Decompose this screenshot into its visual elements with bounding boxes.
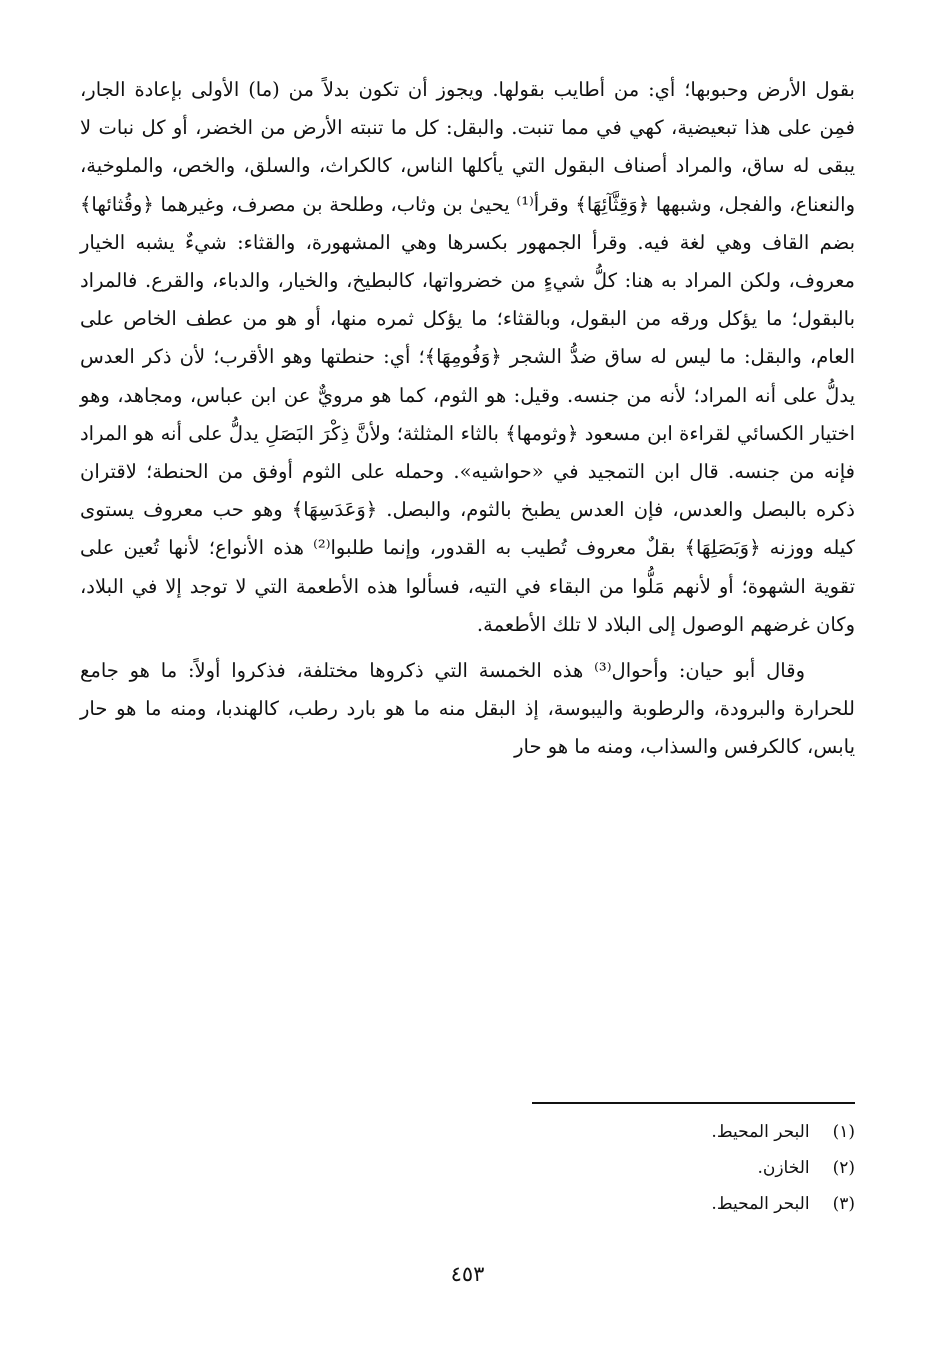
footnote-separator [532, 1102, 855, 1104]
page-number: ٤٥٣ [450, 1262, 485, 1286]
footnote-3-text: البحر المحيط. [711, 1194, 810, 1214]
footnote-1-text: البحر المحيط. [711, 1122, 810, 1142]
footnote-3-number: (٣) [832, 1194, 855, 1214]
footnotes [355, 1114, 855, 1222]
footnote-3 [355, 1186, 855, 1222]
footnote-2 [355, 1150, 855, 1186]
footnote-2-number: (٢) [832, 1158, 855, 1178]
footnote-1 [355, 1114, 855, 1150]
footnote-1-number: (١) [832, 1122, 855, 1142]
main-text-block [80, 71, 855, 767]
footnote-2-text: الخازن. [757, 1158, 810, 1178]
body-paragraph-1: بقول الأرض وحبوبها؛ أي: من أطايب بقولها. ويجوز أن تكون بدلاً من (ما) الأولى بإعادة الجار، فمِن على هذا تبعيضية، كهي في مما تنبت. والبقل: كل ما تنبته الأرض من الخضر، أو كل نبات لا يبقى له ساق، والمراد أصناف البقول التي يأكلها الناس، كالكراث، والسلق، والخص، والملوخية، والنعناع، والفجل، وشبهها ﴿وَقِثَّآئِهَا﴾ وقرأ⁽¹⁾ يحيىٰ بن وثاب، وطلحة بن مصرف، وغيرهما ﴿وقُثائها﴾ بضم القاف وهي لغة فيه. وقرأ الجمهور بكسرها وهي المشهورة، والقثاء: شيءٌ يشبه الخيار معروف، ولكن المراد به هنا: كلُّ شيءٍ من خضرواتها، كالبطيخ، والخيار، والدباء، والقرع. فالمراد بالبقول؛ ما يؤكل ورقه من البقول، وبالقثاء؛ ما يؤكل ثمره منها، أو هو من عطف الخاص على العام، والبقل: ما ليس له ساق ضدُّ الشجر ﴿وَفُومِهَا﴾؛ أي: حنطتها وهو الأقرب؛ لأن ذكر العدس يدلُّ على أنه المراد؛ لأنه من جنسه. وقيل: هو الثوم، كما هو مرويٌّ عن ابن عباس، ومجاهد، وهو اختيار الكسائي لقراءة ابن مسعود ﴿وثومها﴾ بالثاء المثلثة؛ ولأنَّ ذِكْرَ البَصَلِ يدلُّ على أنه هو المراد فإنه من جنسه. قال ابن التمجيد في «حواشيه». وحمله على الثوم أوفق من الحنطة؛ لاقتران ذكره بالبصل والعدس، فإن العدس يطبخ بالثوم، والبصل. ﴿وَعَدَسِهَا﴾ وهو حب معروف يستوى كيله ووزنه ﴿وَبَصَلِهَا﴾ بقلٌ معروف تُطيب به القدور، وإنما طلبوا⁽²⁾ هذه الأنواع؛ لأنها تُعين على تقوية الشهوة؛ أو لأنهم مَلُّوا من البقاء في التيه، فسألوا هذه الأطعمة التي لا توجد إلا في البلاد، وكان غرضهم الوصول إلى البلاد لا تلك الأطعمة. [80, 78, 855, 636]
body-paragraph-2: وقال أبو حيان: وأحوال⁽³⁾ هذه الخمسة التي ذكروها مختلفة، فذكروا أولاً: ما هو جامع للحرارة والبرودة، والرطوبة واليبوسة، إذ البقل منه ما هو بارد رطب، كالهندبا، ومنه ما هو حار يابس، كالكرفس والسذاب، ومنه ما هو حار [80, 659, 855, 759]
